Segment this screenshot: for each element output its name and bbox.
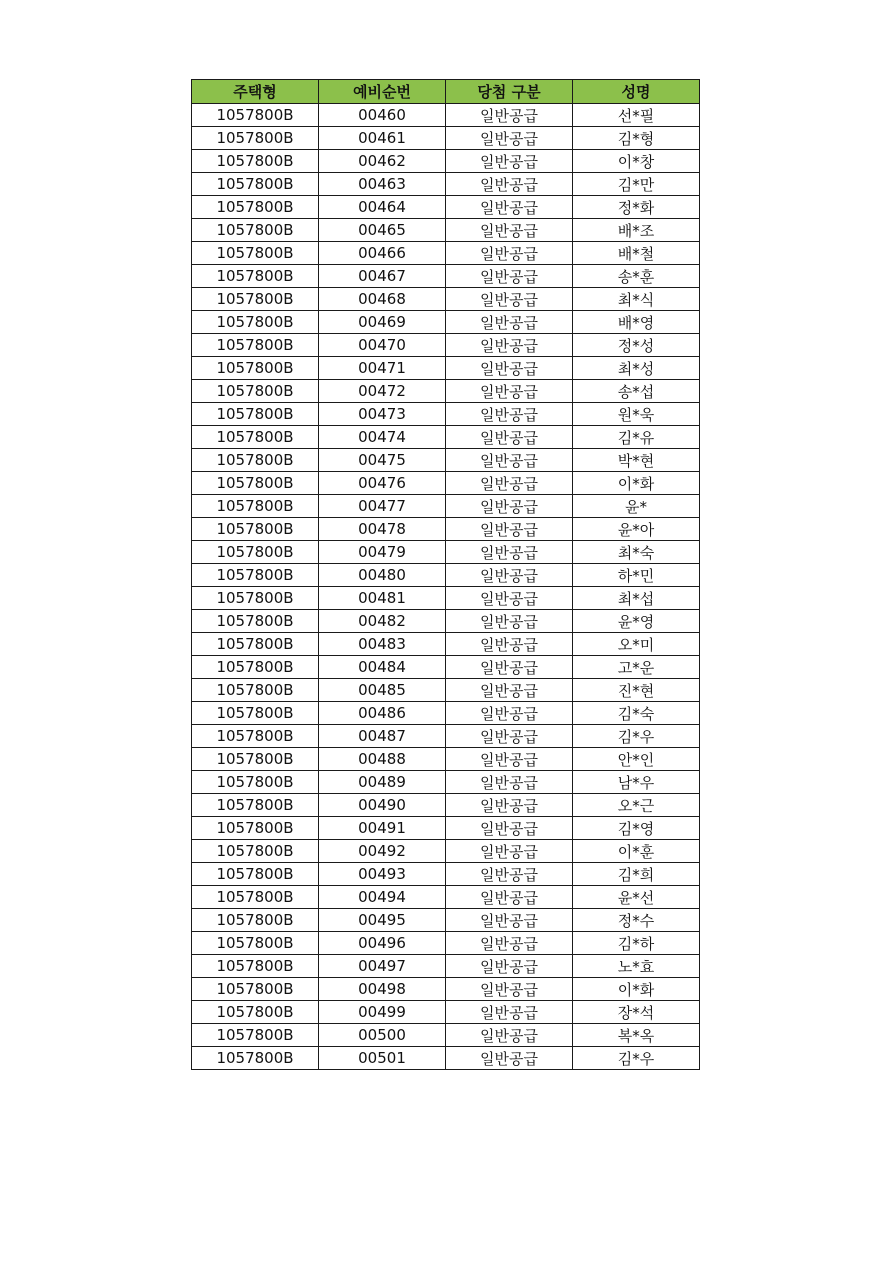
cell-housing-type: 1057800B: [192, 495, 319, 518]
cell-housing-type: 1057800B: [192, 794, 319, 817]
cell-reserve-number: 00469: [319, 311, 446, 334]
table-row: [192, 610, 700, 633]
header-name: 성명: [573, 80, 700, 104]
cell-reserve-number: 00478: [319, 518, 446, 541]
cell-name: 이*창: [573, 150, 700, 173]
cell-housing-type: 1057800B: [192, 1024, 319, 1047]
cell-reserve-number: 00491: [319, 817, 446, 840]
cell-name: 노*효: [573, 955, 700, 978]
cell-housing-type: 1057800B: [192, 242, 319, 265]
cell-winning-category: 일반공급: [446, 863, 573, 886]
cell-reserve-number: 00482: [319, 610, 446, 633]
cell-winning-category: 일반공급: [446, 357, 573, 380]
table-row: [192, 978, 700, 1001]
table-row: [192, 288, 700, 311]
cell-housing-type: 1057800B: [192, 610, 319, 633]
cell-housing-type: 1057800B: [192, 150, 319, 173]
cell-winning-category: 일반공급: [446, 679, 573, 702]
table-row: [192, 1024, 700, 1047]
cell-housing-type: 1057800B: [192, 817, 319, 840]
reserve-list-table: [191, 79, 700, 1070]
cell-housing-type: 1057800B: [192, 334, 319, 357]
table-row: [192, 633, 700, 656]
table-row: [192, 771, 700, 794]
cell-housing-type: 1057800B: [192, 932, 319, 955]
table-row: [192, 909, 700, 932]
cell-reserve-number: 00463: [319, 173, 446, 196]
cell-reserve-number: 00492: [319, 840, 446, 863]
table-row: [192, 472, 700, 495]
cell-winning-category: 일반공급: [446, 794, 573, 817]
table-row: [192, 955, 700, 978]
cell-winning-category: 일반공급: [446, 104, 573, 127]
cell-housing-type: 1057800B: [192, 679, 319, 702]
table-row: [192, 932, 700, 955]
cell-name: 윤*: [573, 495, 700, 518]
cell-winning-category: 일반공급: [446, 771, 573, 794]
cell-winning-category: 일반공급: [446, 495, 573, 518]
cell-housing-type: 1057800B: [192, 518, 319, 541]
cell-name: 김*만: [573, 173, 700, 196]
cell-reserve-number: 00480: [319, 564, 446, 587]
cell-name: 이*화: [573, 472, 700, 495]
cell-name: 배*영: [573, 311, 700, 334]
table-row: [192, 1047, 700, 1070]
cell-reserve-number: 00488: [319, 748, 446, 771]
cell-reserve-number: 00499: [319, 1001, 446, 1024]
cell-housing-type: 1057800B: [192, 104, 319, 127]
table-row: [192, 840, 700, 863]
table-row: [192, 380, 700, 403]
cell-housing-type: 1057800B: [192, 426, 319, 449]
cell-winning-category: 일반공급: [446, 955, 573, 978]
cell-housing-type: 1057800B: [192, 656, 319, 679]
cell-winning-category: 일반공급: [446, 380, 573, 403]
cell-reserve-number: 00498: [319, 978, 446, 1001]
cell-reserve-number: 00490: [319, 794, 446, 817]
table-row: [192, 656, 700, 679]
cell-winning-category: 일반공급: [446, 196, 573, 219]
cell-reserve-number: 00486: [319, 702, 446, 725]
cell-housing-type: 1057800B: [192, 978, 319, 1001]
cell-winning-category: 일반공급: [446, 564, 573, 587]
cell-housing-type: 1057800B: [192, 955, 319, 978]
cell-winning-category: 일반공급: [446, 150, 573, 173]
cell-name: 김*우: [573, 725, 700, 748]
cell-housing-type: 1057800B: [192, 863, 319, 886]
cell-reserve-number: 00461: [319, 127, 446, 150]
table-row: [192, 518, 700, 541]
cell-name: 김*유: [573, 426, 700, 449]
cell-name: 선*필: [573, 104, 700, 127]
table-row: [192, 265, 700, 288]
cell-name: 송*훈: [573, 265, 700, 288]
table-row: [192, 357, 700, 380]
cell-name: 박*현: [573, 449, 700, 472]
table-body: [192, 104, 700, 1070]
cell-name: 남*우: [573, 771, 700, 794]
table-row: [192, 104, 700, 127]
cell-winning-category: 일반공급: [446, 656, 573, 679]
cell-reserve-number: 00465: [319, 219, 446, 242]
cell-winning-category: 일반공급: [446, 242, 573, 265]
cell-reserve-number: 00494: [319, 886, 446, 909]
cell-housing-type: 1057800B: [192, 449, 319, 472]
cell-reserve-number: 00464: [319, 196, 446, 219]
cell-housing-type: 1057800B: [192, 541, 319, 564]
cell-housing-type: 1057800B: [192, 771, 319, 794]
cell-winning-category: 일반공급: [446, 610, 573, 633]
cell-housing-type: 1057800B: [192, 840, 319, 863]
table-row: [192, 886, 700, 909]
cell-reserve-number: 00493: [319, 863, 446, 886]
cell-name: 이*화: [573, 978, 700, 1001]
cell-housing-type: 1057800B: [192, 472, 319, 495]
cell-housing-type: 1057800B: [192, 173, 319, 196]
table-row: [192, 334, 700, 357]
cell-housing-type: 1057800B: [192, 1047, 319, 1070]
cell-reserve-number: 00500: [319, 1024, 446, 1047]
cell-reserve-number: 00468: [319, 288, 446, 311]
cell-winning-category: 일반공급: [446, 932, 573, 955]
cell-winning-category: 일반공급: [446, 311, 573, 334]
cell-reserve-number: 00470: [319, 334, 446, 357]
table-row: [192, 794, 700, 817]
cell-name: 윤*영: [573, 610, 700, 633]
table-row: [192, 541, 700, 564]
cell-name: 이*훈: [573, 840, 700, 863]
cell-name: 원*욱: [573, 403, 700, 426]
cell-winning-category: 일반공급: [446, 748, 573, 771]
cell-reserve-number: 00475: [319, 449, 446, 472]
cell-winning-category: 일반공급: [446, 127, 573, 150]
cell-winning-category: 일반공급: [446, 702, 573, 725]
cell-reserve-number: 00481: [319, 587, 446, 610]
cell-housing-type: 1057800B: [192, 587, 319, 610]
table-row: [192, 679, 700, 702]
cell-housing-type: 1057800B: [192, 196, 319, 219]
cell-winning-category: 일반공급: [446, 426, 573, 449]
cell-winning-category: 일반공급: [446, 173, 573, 196]
table-row: [192, 403, 700, 426]
cell-winning-category: 일반공급: [446, 334, 573, 357]
cell-winning-category: 일반공급: [446, 840, 573, 863]
cell-reserve-number: 00484: [319, 656, 446, 679]
cell-name: 정*성: [573, 334, 700, 357]
table-row: [192, 242, 700, 265]
cell-reserve-number: 00477: [319, 495, 446, 518]
cell-reserve-number: 00496: [319, 932, 446, 955]
cell-reserve-number: 00495: [319, 909, 446, 932]
table-row: [192, 748, 700, 771]
cell-winning-category: 일반공급: [446, 725, 573, 748]
cell-reserve-number: 00489: [319, 771, 446, 794]
cell-name: 정*화: [573, 196, 700, 219]
cell-winning-category: 일반공급: [446, 1024, 573, 1047]
cell-reserve-number: 00462: [319, 150, 446, 173]
cell-name: 윤*선: [573, 886, 700, 909]
cell-winning-category: 일반공급: [446, 518, 573, 541]
cell-housing-type: 1057800B: [192, 886, 319, 909]
cell-housing-type: 1057800B: [192, 909, 319, 932]
table-row: [192, 564, 700, 587]
table-row: [192, 127, 700, 150]
cell-winning-category: 일반공급: [446, 472, 573, 495]
cell-housing-type: 1057800B: [192, 748, 319, 771]
cell-winning-category: 일반공급: [446, 633, 573, 656]
cell-name: 오*미: [573, 633, 700, 656]
cell-housing-type: 1057800B: [192, 1001, 319, 1024]
cell-name: 김*형: [573, 127, 700, 150]
cell-reserve-number: 00476: [319, 472, 446, 495]
cell-name: 고*운: [573, 656, 700, 679]
cell-winning-category: 일반공급: [446, 1001, 573, 1024]
cell-reserve-number: 00472: [319, 380, 446, 403]
table-row: [192, 150, 700, 173]
cell-name: 최*식: [573, 288, 700, 311]
table-row: [192, 196, 700, 219]
cell-winning-category: 일반공급: [446, 265, 573, 288]
cell-housing-type: 1057800B: [192, 265, 319, 288]
cell-name: 하*민: [573, 564, 700, 587]
cell-housing-type: 1057800B: [192, 702, 319, 725]
cell-housing-type: 1057800B: [192, 633, 319, 656]
cell-winning-category: 일반공급: [446, 219, 573, 242]
table-row: [192, 1001, 700, 1024]
table-row: [192, 817, 700, 840]
table-row: [192, 219, 700, 242]
cell-name: 배*철: [573, 242, 700, 265]
cell-winning-category: 일반공급: [446, 403, 573, 426]
cell-housing-type: 1057800B: [192, 380, 319, 403]
cell-winning-category: 일반공급: [446, 1047, 573, 1070]
cell-name: 윤*아: [573, 518, 700, 541]
cell-winning-category: 일반공급: [446, 587, 573, 610]
cell-reserve-number: 00483: [319, 633, 446, 656]
cell-winning-category: 일반공급: [446, 288, 573, 311]
cell-housing-type: 1057800B: [192, 403, 319, 426]
cell-name: 진*현: [573, 679, 700, 702]
cell-reserve-number: 00474: [319, 426, 446, 449]
header-reserve-number: 예비순번: [319, 80, 446, 104]
cell-name: 오*근: [573, 794, 700, 817]
table-row: [192, 702, 700, 725]
cell-housing-type: 1057800B: [192, 127, 319, 150]
header-winning-category: 당첨 구분: [446, 80, 573, 104]
table-row: [192, 863, 700, 886]
cell-reserve-number: 00487: [319, 725, 446, 748]
table-row: [192, 449, 700, 472]
cell-winning-category: 일반공급: [446, 978, 573, 1001]
cell-name: 최*성: [573, 357, 700, 380]
cell-name: 김*하: [573, 932, 700, 955]
table-row: [192, 426, 700, 449]
cell-name: 김*우: [573, 1047, 700, 1070]
cell-reserve-number: 00485: [319, 679, 446, 702]
cell-name: 장*석: [573, 1001, 700, 1024]
cell-reserve-number: 00471: [319, 357, 446, 380]
cell-winning-category: 일반공급: [446, 541, 573, 564]
cell-reserve-number: 00479: [319, 541, 446, 564]
cell-housing-type: 1057800B: [192, 564, 319, 587]
table-row: [192, 173, 700, 196]
cell-reserve-number: 00467: [319, 265, 446, 288]
cell-name: 송*섭: [573, 380, 700, 403]
cell-name: 안*인: [573, 748, 700, 771]
table-row: [192, 311, 700, 334]
cell-name: 김*희: [573, 863, 700, 886]
header-row: [192, 80, 700, 104]
cell-reserve-number: 00501: [319, 1047, 446, 1070]
cell-name: 최*숙: [573, 541, 700, 564]
cell-housing-type: 1057800B: [192, 311, 319, 334]
cell-winning-category: 일반공급: [446, 909, 573, 932]
cell-name: 정*수: [573, 909, 700, 932]
table-row: [192, 495, 700, 518]
cell-housing-type: 1057800B: [192, 725, 319, 748]
cell-winning-category: 일반공급: [446, 449, 573, 472]
cell-winning-category: 일반공급: [446, 886, 573, 909]
cell-name: 최*섭: [573, 587, 700, 610]
cell-reserve-number: 00497: [319, 955, 446, 978]
cell-name: 복*옥: [573, 1024, 700, 1047]
cell-housing-type: 1057800B: [192, 219, 319, 242]
cell-reserve-number: 00473: [319, 403, 446, 426]
cell-housing-type: 1057800B: [192, 288, 319, 311]
cell-reserve-number: 00466: [319, 242, 446, 265]
cell-name: 김*숙: [573, 702, 700, 725]
cell-housing-type: 1057800B: [192, 357, 319, 380]
header-housing-type: 주택형: [192, 80, 319, 104]
table-row: [192, 725, 700, 748]
cell-reserve-number: 00460: [319, 104, 446, 127]
cell-name: 배*조: [573, 219, 700, 242]
cell-name: 김*영: [573, 817, 700, 840]
table-row: [192, 587, 700, 610]
cell-winning-category: 일반공급: [446, 817, 573, 840]
